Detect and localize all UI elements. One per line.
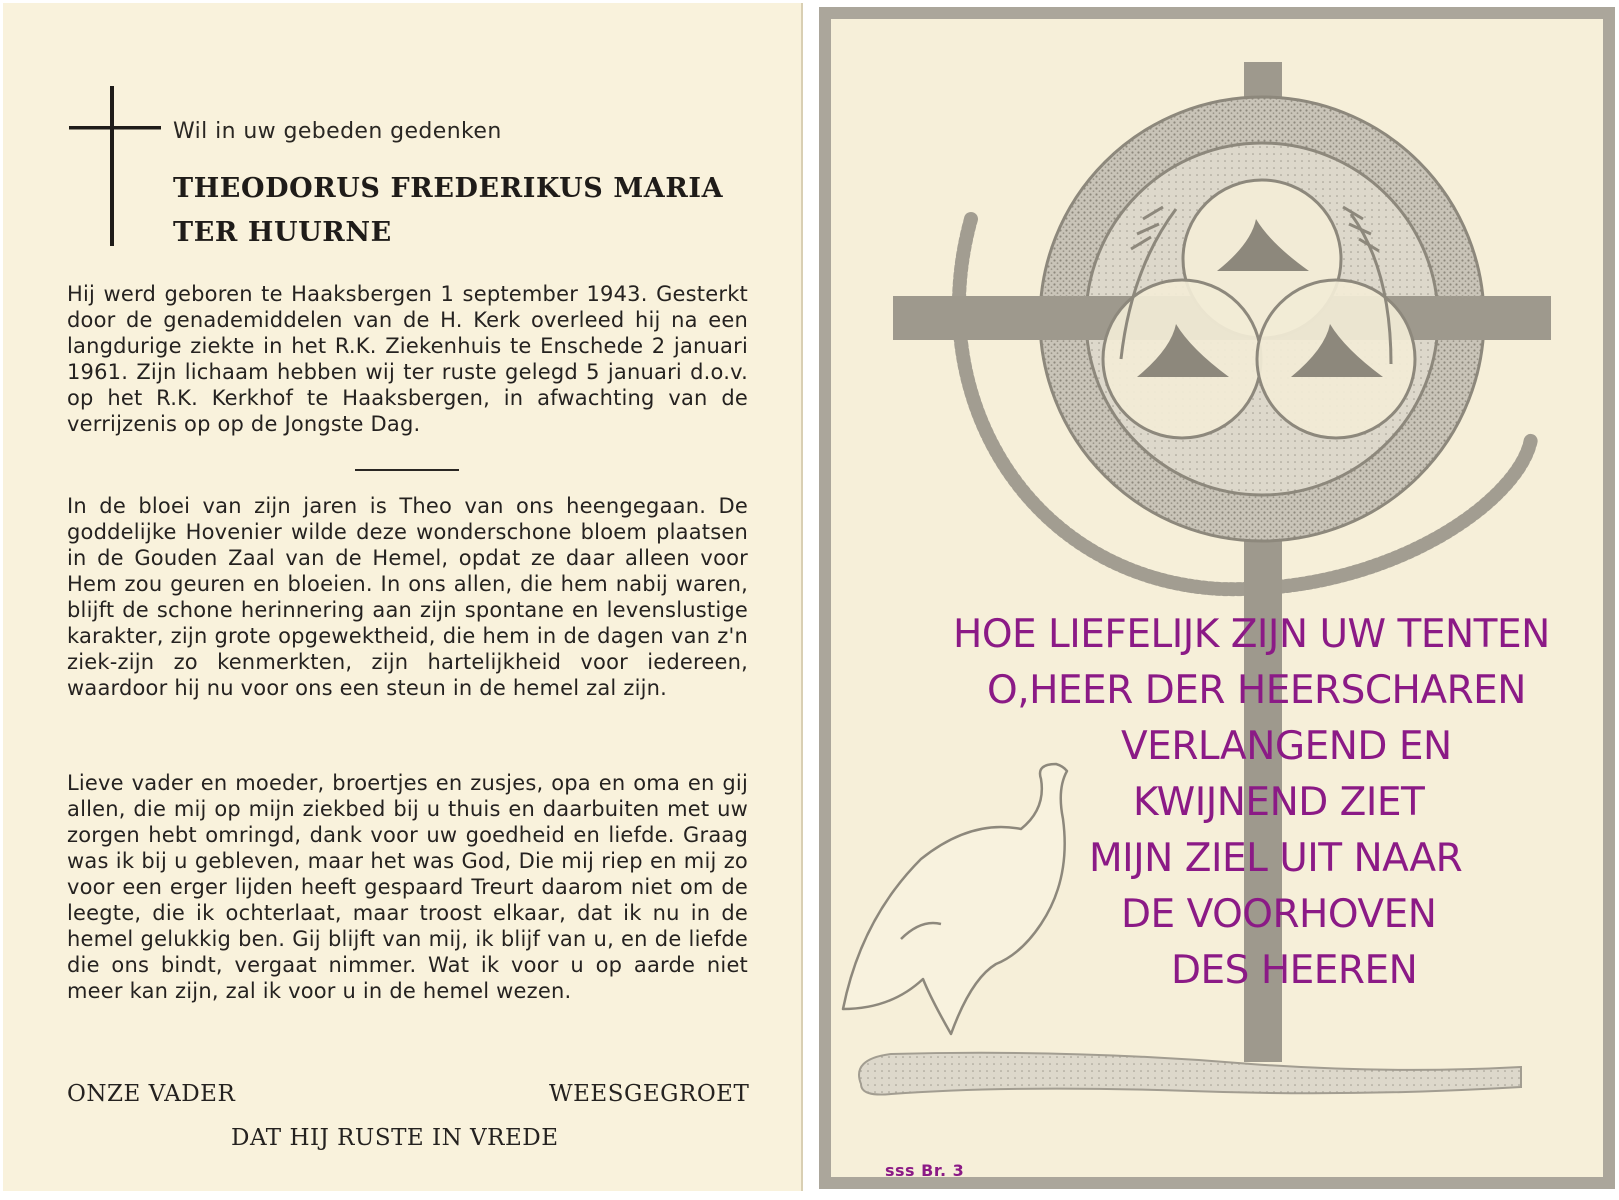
- remembrance-paragraph: In de bloei van zijn jaren is Theo van ons heengegaan. De goddelijke Hovenier wilde deze wonderschone bloem plaatsen in de Gouden Zaal van de Hemel, opdat ze daar alleen voor Hem zou geuren en bloeien. In ons allen, die hem nabij waren, blijft de schone herinnering aan zijn spontane en levenslustige karakter, zijn grote opgewektheid, die hem in de dagen van z'n ziek-zijn zo kenmerkten, zijn hartelijkheid voor iedereen, waardoor hij nu voor ons een steun in de hemel zal zijn.: [67, 494, 748, 700]
- memorial-card-text-side: [3, 3, 803, 1191]
- prayer-our-father: ONZE VADER: [67, 1081, 236, 1107]
- rest-in-peace-line: DAT HIJ RUSTE IN VREDE: [231, 1125, 559, 1151]
- biography-paragraph: Hij werd geboren te Haaksbergen 1 september 1943. Gesterkt door de genademiddelen van de H. Kerk overleed hij na een langdurige ziekte in het R.K. Ziekenhuis te Enschede 2 januari 1961. Zijn lichaam hebben wij ter ruste gelegd 5 januari d.o.v. op het R.K. Kerkhof te Haaksbergen, in afwachting van de verrijzenis op op de Jongste Dag.: [67, 282, 748, 436]
- verse-line: O,HEER DER HEERSCHAREN: [987, 668, 1526, 713]
- intro-line: Wil in uw gebeden gedenken: [173, 119, 502, 144]
- verse-line: DE VOORHOVEN: [1121, 892, 1437, 937]
- deceased-name-line-1: THEODORUS FREDERIKUS MARIA: [173, 173, 724, 204]
- verse-line: MIJN ZIEL UIT NAAR: [1089, 836, 1463, 881]
- religious-illustration: [831, 19, 1603, 1177]
- divider: [355, 469, 459, 471]
- verse-line: HOE LIEFELIJK ZIJN UW TENTEN: [953, 612, 1550, 657]
- verse-line: VERLANGEND EN: [1121, 724, 1452, 769]
- farewell-paragraph: Lieve vader en moeder, broertjes en zusjes, opa en oma en gij allen, die mij op mijn ziekbed bij u thuis en daarbuiten met uw zorgen hebt omringd, dank voor uw goedheid en liefde. Graag was ik bij u gebleven, maar het was God, Die mij riep en mij zo voor een erger lijden heeft gespaard Treurt daarom niet om de leegte, die ik ochterlaat, maar troost elkaar, dat ik nu in de hemel gelukkig ben. Gij blijft van mij, ik blijf van u, en de liefde die ons bindt, vergaat nimmer. Wat ik voor u op aarde niet meer kan zijn, zal ik voor u in de hemel wezen.: [67, 771, 748, 1003]
- memorial-card-image-side: [819, 7, 1615, 1189]
- dove-icon: [843, 764, 1067, 1034]
- prayer-hail-mary: WEESGEGROET: [549, 1081, 750, 1107]
- verse-line: KWIJNEND ZIET: [1133, 780, 1425, 825]
- deceased-name-line-2: TER HUURNE: [173, 217, 392, 248]
- verse-line: DES HEEREN: [1171, 948, 1418, 993]
- cloud-icon: [859, 1053, 1521, 1095]
- cross-icon: [69, 86, 161, 246]
- image-panel: [831, 19, 1603, 1180]
- print-code: sss Br. 3: [885, 1161, 965, 1180]
